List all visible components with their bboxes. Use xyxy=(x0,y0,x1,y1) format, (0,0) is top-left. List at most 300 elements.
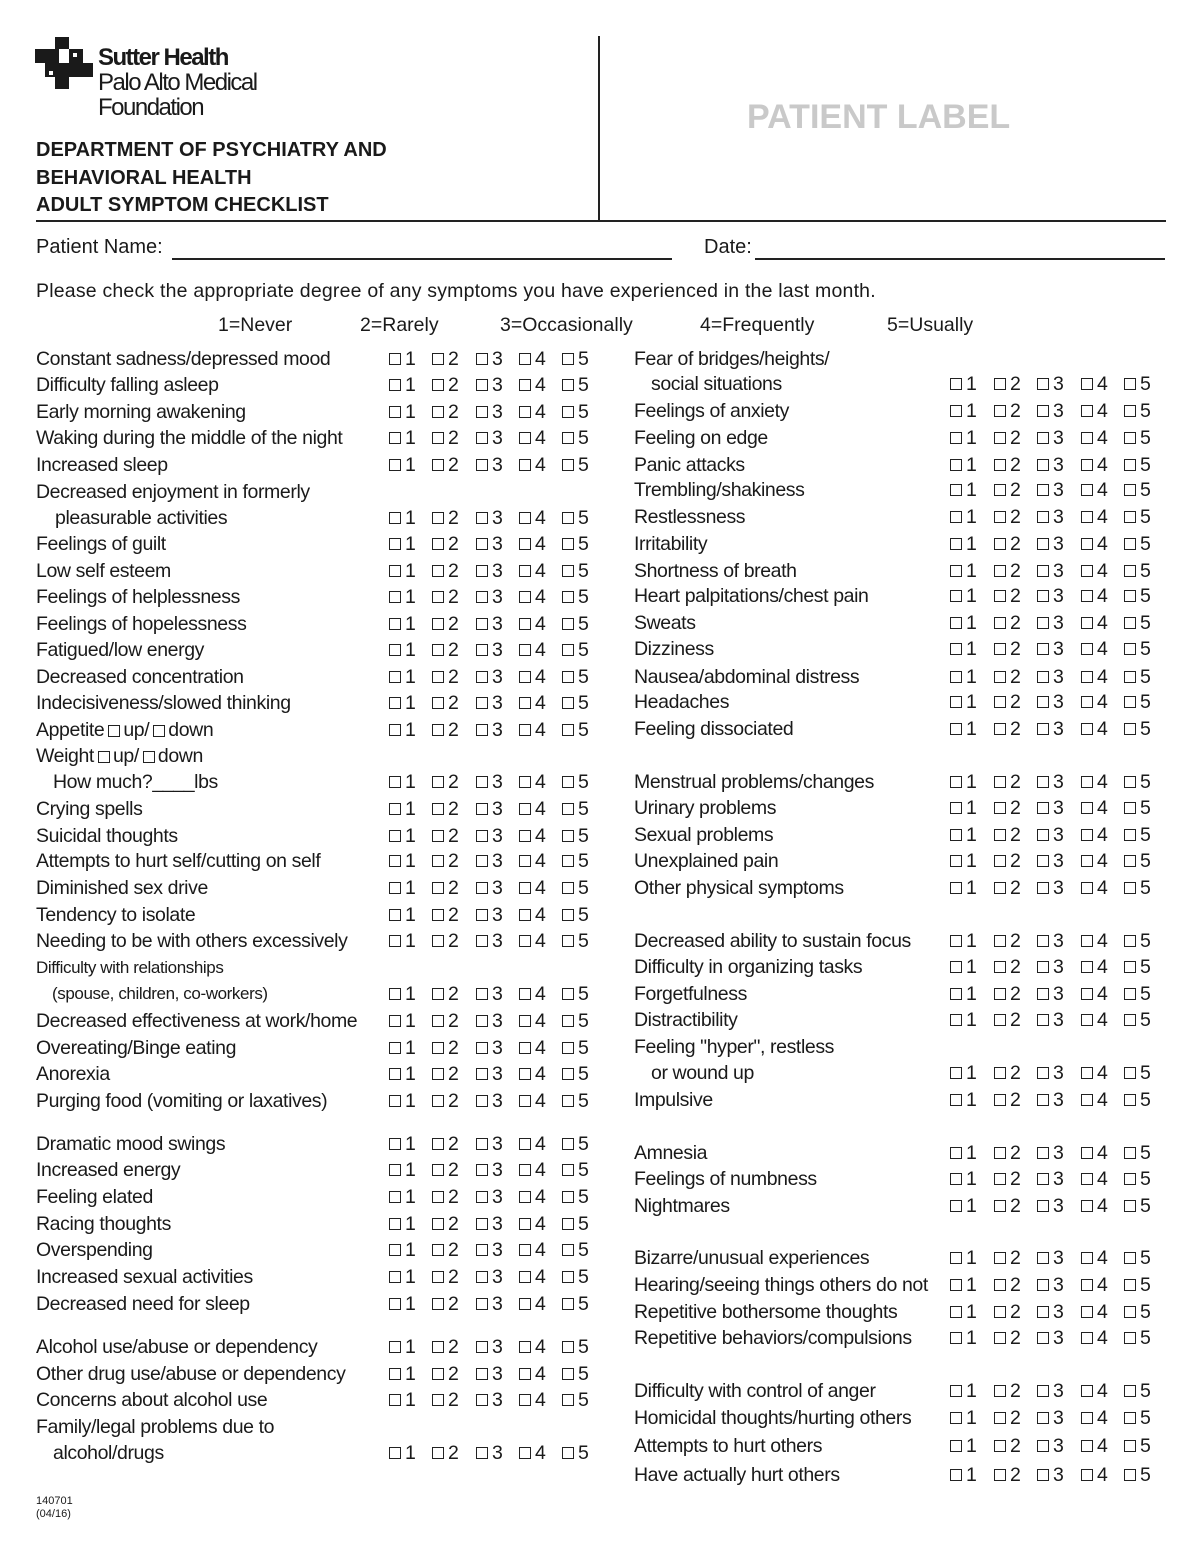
rating-option-2[interactable] xyxy=(432,1186,472,1208)
checkbox[interactable] xyxy=(1037,1200,1049,1212)
checkbox[interactable] xyxy=(389,935,401,947)
checkbox[interactable] xyxy=(562,1368,574,1380)
rating-option-2[interactable] xyxy=(994,1089,1034,1111)
rating-option-2[interactable] xyxy=(432,348,472,370)
rating-option-1[interactable] xyxy=(950,479,990,501)
rating-option-4[interactable] xyxy=(519,454,559,476)
checkbox[interactable] xyxy=(950,378,962,390)
checkbox[interactable] xyxy=(994,829,1006,841)
rating-option-3[interactable] xyxy=(476,613,516,635)
checkbox[interactable] xyxy=(1081,1385,1093,1397)
rating-option-3[interactable] xyxy=(1037,718,1077,740)
rating-option-4[interactable] xyxy=(1081,427,1121,449)
rating-option-2[interactable] xyxy=(432,904,472,926)
checkbox[interactable] xyxy=(994,405,1006,417)
rating-option-5[interactable] xyxy=(1124,400,1164,422)
checkbox[interactable] xyxy=(519,1244,531,1256)
rating-option-5[interactable] xyxy=(562,877,602,899)
checkbox[interactable] xyxy=(1081,829,1093,841)
rating-option-3[interactable] xyxy=(1037,983,1077,1005)
rating-option-5[interactable] xyxy=(1124,1142,1164,1164)
checkbox[interactable] xyxy=(519,1042,531,1054)
rating-option-2[interactable] xyxy=(994,877,1034,899)
rating-option-3[interactable] xyxy=(1037,400,1077,422)
rating-option-5[interactable] xyxy=(1124,1435,1164,1457)
rating-option-1[interactable] xyxy=(950,850,990,872)
rating-option-2[interactable] xyxy=(432,1266,472,1288)
rating-option-4[interactable] xyxy=(1081,560,1121,582)
rating-option-3[interactable] xyxy=(1037,1195,1077,1217)
rating-option-1[interactable] xyxy=(389,533,429,555)
rating-option-4[interactable] xyxy=(519,1090,559,1112)
rating-option-4[interactable] xyxy=(1081,585,1121,607)
rating-option-4[interactable] xyxy=(519,825,559,847)
checkbox[interactable] xyxy=(1124,961,1136,973)
rating-option-5[interactable] xyxy=(562,904,602,926)
rating-option-5[interactable] xyxy=(1124,1407,1164,1429)
checkbox[interactable] xyxy=(994,988,1006,1000)
checkbox[interactable] xyxy=(950,432,962,444)
checkbox[interactable] xyxy=(432,1095,444,1107)
checkbox[interactable] xyxy=(432,1447,444,1459)
rating-option-2[interactable] xyxy=(994,454,1034,476)
rating-option-5[interactable] xyxy=(1124,666,1164,688)
checkbox[interactable] xyxy=(432,909,444,921)
checkbox[interactable] xyxy=(389,1138,401,1150)
rating-option-4[interactable] xyxy=(1081,877,1121,899)
checkbox[interactable] xyxy=(1124,776,1136,788)
rating-option-2[interactable] xyxy=(994,983,1034,1005)
rating-option-1[interactable] xyxy=(389,1063,429,1085)
checkbox[interactable] xyxy=(1037,1014,1049,1026)
checkbox[interactable] xyxy=(950,1147,962,1159)
checkbox[interactable] xyxy=(519,512,531,524)
checkbox[interactable] xyxy=(1124,988,1136,1000)
rating-option-2[interactable] xyxy=(432,1293,472,1315)
rating-option-3[interactable] xyxy=(476,719,516,741)
rating-option-4[interactable] xyxy=(519,507,559,529)
rating-option-3[interactable] xyxy=(1037,797,1077,819)
checkbox[interactable] xyxy=(562,776,574,788)
rating-option-5[interactable] xyxy=(1124,850,1164,872)
rating-option-3[interactable] xyxy=(476,666,516,688)
checkbox[interactable] xyxy=(950,829,962,841)
checkbox[interactable] xyxy=(950,1306,962,1318)
rating-option-4[interactable] xyxy=(519,930,559,952)
checkbox[interactable] xyxy=(994,432,1006,444)
rating-option-5[interactable] xyxy=(562,1389,602,1411)
checkbox[interactable] xyxy=(476,671,488,683)
checkbox[interactable] xyxy=(562,1042,574,1054)
rating-option-4[interactable] xyxy=(1081,400,1121,422)
rating-option-3[interactable] xyxy=(476,454,516,476)
checkbox[interactable] xyxy=(389,671,401,683)
rating-option-4[interactable] xyxy=(519,719,559,741)
checkbox[interactable] xyxy=(1081,696,1093,708)
checkbox[interactable] xyxy=(994,590,1006,602)
rating-option-2[interactable] xyxy=(432,507,472,529)
rating-option-3[interactable] xyxy=(476,825,516,847)
checkbox[interactable] xyxy=(950,1014,962,1026)
rating-option-3[interactable] xyxy=(1037,533,1077,555)
checkbox[interactable] xyxy=(1124,1306,1136,1318)
rating-option-5[interactable] xyxy=(1124,1168,1164,1190)
checkbox[interactable] xyxy=(519,1218,531,1230)
checkbox[interactable] xyxy=(1081,776,1093,788)
rating-option-1[interactable] xyxy=(389,454,429,476)
rating-option-1[interactable] xyxy=(389,719,429,741)
rating-option-4[interactable] xyxy=(1081,824,1121,846)
rating-option-3[interactable] xyxy=(476,1389,516,1411)
rating-option-3[interactable] xyxy=(476,427,516,449)
rating-option-1[interactable] xyxy=(950,718,990,740)
rating-option-5[interactable] xyxy=(1124,1380,1164,1402)
rating-option-5[interactable] xyxy=(562,507,602,529)
rating-option-3[interactable] xyxy=(476,374,516,396)
rating-option-1[interactable] xyxy=(950,638,990,660)
rating-option-5[interactable] xyxy=(562,560,602,582)
rating-option-5[interactable] xyxy=(1124,1464,1164,1486)
rating-option-5[interactable] xyxy=(1124,797,1164,819)
checkbox[interactable] xyxy=(950,961,962,973)
checkbox[interactable] xyxy=(950,643,962,655)
checkbox[interactable] xyxy=(476,432,488,444)
checkbox[interactable] xyxy=(432,1015,444,1027)
checkbox[interactable] xyxy=(994,935,1006,947)
checkbox[interactable] xyxy=(476,1138,488,1150)
rating-option-1[interactable] xyxy=(389,348,429,370)
rating-option-2[interactable] xyxy=(432,1037,472,1059)
checkbox[interactable] xyxy=(562,379,574,391)
checkbox[interactable] xyxy=(1037,1332,1049,1344)
checkbox[interactable] xyxy=(994,617,1006,629)
checkbox[interactable] xyxy=(1037,1094,1049,1106)
rating-option-1[interactable] xyxy=(389,983,429,1005)
rating-option-2[interactable] xyxy=(432,401,472,423)
rating-option-3[interactable] xyxy=(1037,666,1077,688)
checkbox[interactable] xyxy=(994,961,1006,973)
checkbox[interactable] xyxy=(432,1138,444,1150)
rating-option-2[interactable] xyxy=(994,533,1034,555)
checkbox[interactable] xyxy=(389,1271,401,1283)
checkbox[interactable] xyxy=(994,855,1006,867)
rating-option-3[interactable] xyxy=(1037,506,1077,528)
rating-option-1[interactable] xyxy=(389,877,429,899)
inline-checkbox-down[interactable] xyxy=(143,751,155,763)
rating-option-3[interactable] xyxy=(1037,612,1077,634)
rating-option-3[interactable] xyxy=(476,1239,516,1261)
checkbox[interactable] xyxy=(476,512,488,524)
rating-option-5[interactable] xyxy=(1124,1195,1164,1217)
rating-option-3[interactable] xyxy=(1037,1142,1077,1164)
checkbox[interactable] xyxy=(994,696,1006,708)
checkbox[interactable] xyxy=(519,1138,531,1150)
rating-option-2[interactable] xyxy=(994,1435,1034,1457)
checkbox[interactable] xyxy=(389,644,401,656)
checkbox[interactable] xyxy=(1124,459,1136,471)
rating-option-2[interactable] xyxy=(432,1213,472,1235)
checkbox[interactable] xyxy=(1037,829,1049,841)
rating-option-5[interactable] xyxy=(1124,454,1164,476)
rating-option-3[interactable] xyxy=(476,798,516,820)
rating-option-3[interactable] xyxy=(1037,1062,1077,1084)
rating-option-1[interactable] xyxy=(389,1213,429,1235)
checkbox[interactable] xyxy=(994,1412,1006,1424)
rating-option-1[interactable] xyxy=(950,612,990,634)
checkbox[interactable] xyxy=(432,1218,444,1230)
rating-option-3[interactable] xyxy=(476,1063,516,1085)
rating-option-2[interactable] xyxy=(994,1168,1034,1190)
checkbox[interactable] xyxy=(994,643,1006,655)
checkbox[interactable] xyxy=(519,538,531,550)
checkbox[interactable] xyxy=(562,406,574,418)
rating-option-3[interactable] xyxy=(476,533,516,555)
rating-option-5[interactable] xyxy=(1124,1062,1164,1084)
rating-option-3[interactable] xyxy=(1037,1247,1077,1269)
checkbox[interactable] xyxy=(562,988,574,1000)
rating-option-3[interactable] xyxy=(476,1442,516,1464)
rating-option-2[interactable] xyxy=(432,692,472,714)
checkbox[interactable] xyxy=(562,1271,574,1283)
checkbox[interactable] xyxy=(1124,1440,1136,1452)
rating-option-3[interactable] xyxy=(1037,373,1077,395)
rating-option-1[interactable] xyxy=(950,373,990,395)
rating-option-1[interactable] xyxy=(950,1168,990,1190)
rating-option-4[interactable] xyxy=(1081,638,1121,660)
rating-option-2[interactable] xyxy=(994,850,1034,872)
checkbox[interactable] xyxy=(562,1218,574,1230)
checkbox[interactable] xyxy=(1037,643,1049,655)
rating-option-1[interactable] xyxy=(950,1062,990,1084)
rating-option-2[interactable] xyxy=(432,798,472,820)
rating-option-3[interactable] xyxy=(476,983,516,1005)
rating-option-1[interactable] xyxy=(389,692,429,714)
rating-option-1[interactable] xyxy=(950,930,990,952)
rating-option-4[interactable] xyxy=(519,666,559,688)
checkbox[interactable] xyxy=(1081,1440,1093,1452)
checkbox[interactable] xyxy=(1124,1469,1136,1481)
rating-option-2[interactable] xyxy=(432,1336,472,1358)
rating-option-2[interactable] xyxy=(432,586,472,608)
rating-option-4[interactable] xyxy=(1081,797,1121,819)
checkbox[interactable] xyxy=(994,1173,1006,1185)
rating-option-5[interactable] xyxy=(562,374,602,396)
rating-option-4[interactable] xyxy=(519,401,559,423)
rating-option-3[interactable] xyxy=(1037,1009,1077,1031)
checkbox[interactable] xyxy=(432,459,444,471)
checkbox[interactable] xyxy=(1081,432,1093,444)
checkbox[interactable] xyxy=(562,459,574,471)
checkbox[interactable] xyxy=(562,909,574,921)
rating-option-5[interactable] xyxy=(1124,585,1164,607)
checkbox[interactable] xyxy=(994,802,1006,814)
checkbox[interactable] xyxy=(1124,1014,1136,1026)
rating-option-1[interactable] xyxy=(389,1389,429,1411)
checkbox[interactable] xyxy=(562,1447,574,1459)
checkbox[interactable] xyxy=(1124,405,1136,417)
checkbox[interactable] xyxy=(476,1394,488,1406)
rating-option-4[interactable] xyxy=(1081,612,1121,634)
checkbox[interactable] xyxy=(950,723,962,735)
checkbox[interactable] xyxy=(519,1298,531,1310)
rating-option-5[interactable] xyxy=(1124,506,1164,528)
rating-option-2[interactable] xyxy=(994,930,1034,952)
rating-option-3[interactable] xyxy=(1037,1464,1077,1486)
rating-option-2[interactable] xyxy=(432,1010,472,1032)
checkbox[interactable] xyxy=(1081,882,1093,894)
rating-option-5[interactable] xyxy=(1124,718,1164,740)
rating-option-1[interactable] xyxy=(950,1407,990,1429)
checkbox[interactable] xyxy=(562,724,574,736)
checkbox[interactable] xyxy=(950,565,962,577)
checkbox[interactable] xyxy=(389,1341,401,1353)
rating-option-1[interactable] xyxy=(389,1293,429,1315)
checkbox[interactable] xyxy=(389,882,401,894)
checkbox[interactable] xyxy=(519,591,531,603)
rating-option-5[interactable] xyxy=(562,719,602,741)
checkbox[interactable] xyxy=(950,671,962,683)
checkbox[interactable] xyxy=(1081,1147,1093,1159)
checkbox[interactable] xyxy=(562,1394,574,1406)
rating-option-3[interactable] xyxy=(1037,1168,1077,1190)
rating-option-5[interactable] xyxy=(562,666,602,688)
checkbox[interactable] xyxy=(476,724,488,736)
checkbox[interactable] xyxy=(519,988,531,1000)
rating-option-3[interactable] xyxy=(476,507,516,529)
checkbox[interactable] xyxy=(389,512,401,524)
checkbox[interactable] xyxy=(562,432,574,444)
rating-option-1[interactable] xyxy=(389,374,429,396)
checkbox[interactable] xyxy=(476,644,488,656)
rating-option-2[interactable] xyxy=(432,771,472,793)
checkbox[interactable] xyxy=(1081,1279,1093,1291)
rating-option-3[interactable] xyxy=(476,1037,516,1059)
rating-option-4[interactable] xyxy=(519,1293,559,1315)
rating-option-2[interactable] xyxy=(432,639,472,661)
inline-checkbox-up[interactable] xyxy=(98,751,110,763)
rating-option-4[interactable] xyxy=(1081,956,1121,978)
checkbox[interactable] xyxy=(389,379,401,391)
checkbox[interactable] xyxy=(1037,1469,1049,1481)
checkbox[interactable] xyxy=(1037,961,1049,973)
rating-option-3[interactable] xyxy=(476,1010,516,1032)
checkbox[interactable] xyxy=(519,1015,531,1027)
checkbox[interactable] xyxy=(1081,961,1093,973)
checkbox[interactable] xyxy=(1124,511,1136,523)
rating-option-4[interactable] xyxy=(519,639,559,661)
checkbox[interactable] xyxy=(562,1298,574,1310)
checkbox[interactable] xyxy=(562,1138,574,1150)
checkbox[interactable] xyxy=(1037,935,1049,947)
rating-option-5[interactable] xyxy=(1124,560,1164,582)
checkbox[interactable] xyxy=(950,590,962,602)
checkbox[interactable] xyxy=(950,696,962,708)
rating-option-4[interactable] xyxy=(1081,506,1121,528)
checkbox[interactable] xyxy=(519,379,531,391)
rating-option-1[interactable] xyxy=(389,1336,429,1358)
rating-option-5[interactable] xyxy=(562,1063,602,1085)
checkbox[interactable] xyxy=(1124,935,1136,947)
rating-option-2[interactable] xyxy=(994,1062,1034,1084)
checkbox[interactable] xyxy=(562,591,574,603)
rating-option-1[interactable] xyxy=(389,1090,429,1112)
rating-option-5[interactable] xyxy=(562,798,602,820)
rating-option-5[interactable] xyxy=(562,692,602,714)
rating-option-5[interactable] xyxy=(1124,1327,1164,1349)
rating-option-2[interactable] xyxy=(994,956,1034,978)
checkbox[interactable] xyxy=(994,1332,1006,1344)
rating-option-3[interactable] xyxy=(476,904,516,926)
rating-option-5[interactable] xyxy=(562,1266,602,1288)
checkbox[interactable] xyxy=(1037,432,1049,444)
checkbox[interactable] xyxy=(389,353,401,365)
rating-option-5[interactable] xyxy=(562,454,602,476)
rating-option-3[interactable] xyxy=(1037,771,1077,793)
rating-option-3[interactable] xyxy=(476,1293,516,1315)
checkbox[interactable] xyxy=(432,1271,444,1283)
checkbox[interactable] xyxy=(432,988,444,1000)
checkbox[interactable] xyxy=(476,909,488,921)
rating-option-5[interactable] xyxy=(1124,983,1164,1005)
checkbox[interactable] xyxy=(950,1279,962,1291)
checkbox[interactable] xyxy=(1037,405,1049,417)
checkbox[interactable] xyxy=(1081,1067,1093,1079)
checkbox[interactable] xyxy=(994,1385,1006,1397)
rating-option-2[interactable] xyxy=(994,797,1034,819)
checkbox[interactable] xyxy=(476,1447,488,1459)
rating-option-1[interactable] xyxy=(950,666,990,688)
checkbox[interactable] xyxy=(519,671,531,683)
checkbox[interactable] xyxy=(476,406,488,418)
checkbox[interactable] xyxy=(1124,590,1136,602)
rating-option-5[interactable] xyxy=(562,983,602,1005)
rating-option-4[interactable] xyxy=(519,1442,559,1464)
checkbox[interactable] xyxy=(1081,1200,1093,1212)
checkbox[interactable] xyxy=(1081,671,1093,683)
rating-option-4[interactable] xyxy=(1081,1274,1121,1296)
checkbox[interactable] xyxy=(950,882,962,894)
checkbox[interactable] xyxy=(1124,1147,1136,1159)
checkbox[interactable] xyxy=(476,379,488,391)
rating-option-2[interactable] xyxy=(994,718,1034,740)
checkbox[interactable] xyxy=(519,830,531,842)
checkbox[interactable] xyxy=(1124,1067,1136,1079)
checkbox[interactable] xyxy=(476,565,488,577)
rating-option-1[interactable] xyxy=(389,1159,429,1181)
checkbox[interactable] xyxy=(476,1095,488,1107)
checkbox[interactable] xyxy=(519,1368,531,1380)
rating-option-5[interactable] xyxy=(562,401,602,423)
checkbox[interactable] xyxy=(1037,459,1049,471)
checkbox[interactable] xyxy=(950,935,962,947)
checkbox[interactable] xyxy=(562,830,574,842)
rating-option-3[interactable] xyxy=(1037,638,1077,660)
rating-option-4[interactable] xyxy=(519,877,559,899)
checkbox[interactable] xyxy=(519,855,531,867)
rating-option-1[interactable] xyxy=(389,1037,429,1059)
rating-option-5[interactable] xyxy=(1124,691,1164,713)
checkbox[interactable] xyxy=(1081,802,1093,814)
rating-option-4[interactable] xyxy=(1081,691,1121,713)
rating-option-3[interactable] xyxy=(476,1186,516,1208)
checkbox[interactable] xyxy=(519,882,531,894)
rating-option-5[interactable] xyxy=(562,1213,602,1235)
checkbox[interactable] xyxy=(389,1244,401,1256)
rating-option-4[interactable] xyxy=(519,1266,559,1288)
checkbox[interactable] xyxy=(519,432,531,444)
checkbox[interactable] xyxy=(1081,1332,1093,1344)
checkbox[interactable] xyxy=(950,776,962,788)
